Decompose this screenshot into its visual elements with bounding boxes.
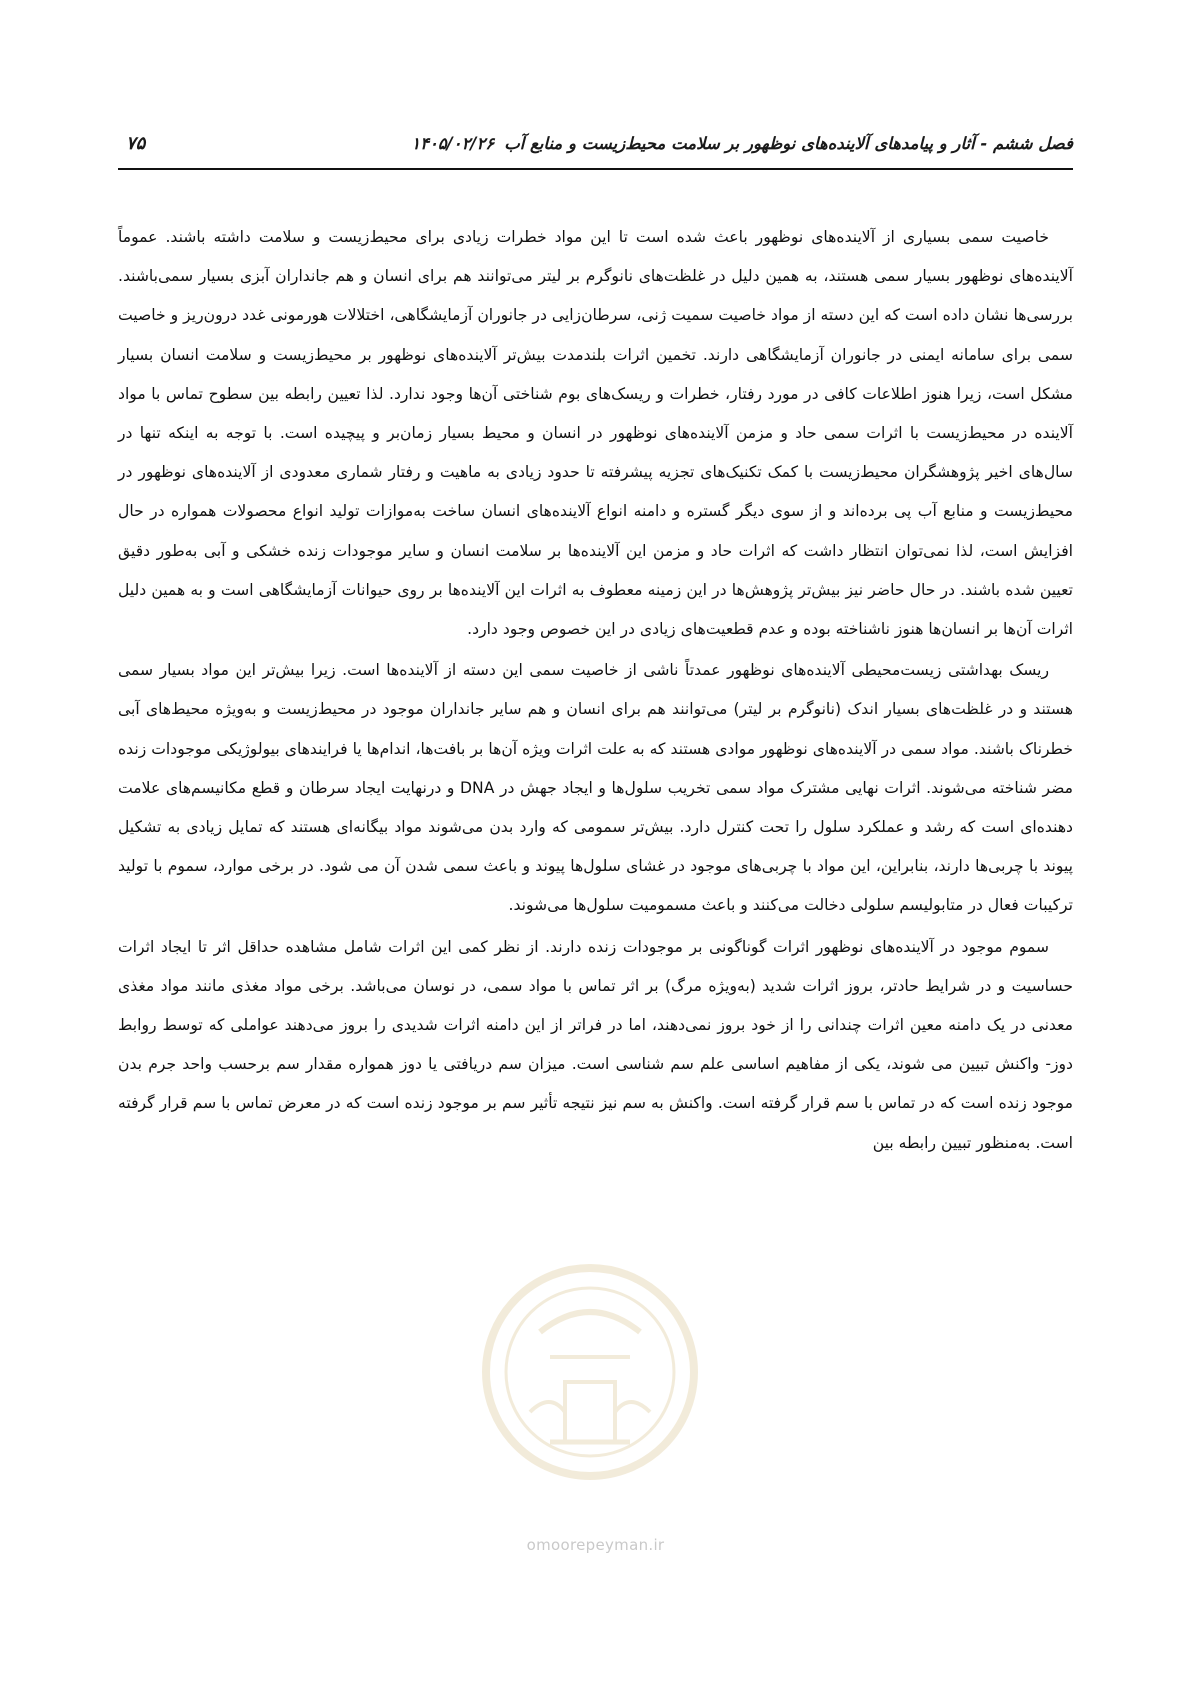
header-date: ۱۴۰۵/۰۲/۲۶	[411, 134, 495, 153]
watermark-url-text: omoorepeyman.ir	[526, 1536, 665, 1554]
page-number: ۷۵	[126, 133, 146, 154]
watermark-logo-icon	[470, 1262, 710, 1522]
running-header	[118, 128, 1073, 170]
chapter-title-text: فصل ششم - آثار و پیامدهای آلاینده‌های نوظهور بر سلامت محیط‌زیست و منابع آب	[504, 134, 1073, 153]
watermark-url	[0, 1536, 1191, 1554]
paragraph: ریسک بهداشتی زیست‌محیطی آلاینده‌های نوظهور عمدتاً ناشی از خاصیت سمی این دسته از آلاینده‌ها است. زیرا بیش‌تر این مواد بسیار سمی هستند و در غلظت‌های بسیار اندک (نانوگرم بر لیتر) می‌توانند هم برای انسان و هم سایر جانداران موجود در محیط‌زیست و به‌ویژه محیط‌های آبی خطرناک باشند. مواد سمی در آلاینده‌های نوظهور موادی هستند که به علت اثرات ویژه آن‌ها بر بافت‌ها، اندام‌ها یا فرایندهای بیولوژیکی موجودات زنده مضر شناخته می‌شوند. اثرات نهایی مشترک مواد سمی تخریب سلول‌ها و ایجاد جهش در DNA و درنهایت ایجاد سرطان و قطع مکانیسم‌های علامت دهنده‌ای است که رشد و عملکرد سلول را تحت کنترل دارد. بیش‌تر سمومی که وارد بدن می‌شوند مواد بیگانه‌ای هستند که تمایل زیادی به تشکیل پیوند با چربی‌ها دارند، بنابراین، این مواد با چربی‌های موجود در غشای سلول‌ها پیوند و باعث سمی شدن آن می شود. در برخی موارد، سموم با تولید ترکیبات فعال در متابولیسم سلولی دخالت می‌کنند و باعث مسمومیت سلول‌ها می‌شوند.	[118, 661, 1074, 915]
chapter-title	[411, 132, 1073, 156]
paragraph: سموم موجود در آلاینده‌های نوظهور اثرات گوناگونی بر موجودات زنده دارند. از نظر کمی این اثرات شامل مشاهده حداقل اثر تا ایجاد اثرات حساسیت و در شرایط حادتر، بروز اثرات شدید (به‌ویژه مرگ) بر اثر تماس با مواد سمی، در نوسان می‌باشد. برخی مواد مغذی مانند مواد مغذی معدنی در یک دامنه معین اثرات چندانی را از خود بروز نمی‌دهند، اما در فراتر از این دامنه اثرات شدیدی را بروز می‌دهند عواملی که توسط روابط دوز- واکنش تبیین می شوند، یکی از مفاهیم اساسی علم سم شناسی است. میزان سم دریافتی یا دوز همواره مقدار سم برحسب واحد جرم بدن موجود زنده است که در تماس با سم قرار گرفته است. واکنش به سم نیز نتیجه تأثیر سم بر موجود زنده است که در معرض تماس با سم قرار گرفته است. به‌منظور تبیین رابطه بین	[118, 937, 1073, 1152]
paragraph: خاصیت سمی بسیاری از آلاینده‌های نوظهور باعث شده است تا این مواد خطرات زیادی برای محیط‌زیست و سلامت داشته باشند. عموماً آلاینده‌های نوظهور بسیار سمی هستند، به همین دلیل در غلظت‌های نانوگرم بر لیتر می‌توانند هم برای انسان و هم جانداران آبزی بسیار سمی‌باشند. بررسی‌ها نشان داده است که این دسته از مواد خاصیت سمیت ژنی، سرطان‌زایی در جانوران آزمایشگاهی، اختلالات هورمونی غدد درون‌ریز و خاصیت سمی برای سامانه ایمنی در جانوران آزمایشگاهی دارند. تخمین اثرات بلندمدت بیش‌تر آلاینده‌های نوظهور بر محیط‌زیست و سلامت انسان بسیار مشکل است، زیرا هنوز اطلاعات کافی در مورد رفتار، خطرات و ریسک‌های بوم شناختی آن‌ها وجود ندارد. لذا تعیین رابطه بین سطوح تماس با مواد آلاینده در محیط‌زیست با اثرات سمی حاد و مزمن آلاینده‌های نوظهور در انسان و محیط بسیار زمان‌بر و پیچیده است. با توجه به اینکه تنها در سال‌های اخیر پژوهشگران محیط‌زیست با کمک تکنیک‌های تجزیه پیشرفته تا حدود زیادی به ماهیت و رفتار شماری معدودی از آلاینده‌های نوظهور در محیط‌زیست و منابع آب پی برده‌اند و از سوی دیگر گستره و دامنه انواع آلاینده‌های انسان ساخت به‌موازات تولید انواع محصولات همواره در حال افزایش است، لذا نمی‌توان انتظار داشت که اثرات حاد و مزمن این آلاینده‌ها بر سلامت انسان و سایر موجودات زنده خشکی و آبی به‌طور دقیق تعیین شده باشند. در حال حاضر نیز بیش‌تر پژوهش‌ها در این زمینه معطوف به اثرات این آلاینده‌ها بر روی حیوانات آزمایشگاهی است و به همین دلیل اثرات آن‌ها بر انسان‌ها هنوز ناشناخته بوده و عدم قطعیت‌های زیادی در این خصوص وجود دارد.	[118, 228, 1073, 639]
body-text	[118, 218, 1073, 1165]
